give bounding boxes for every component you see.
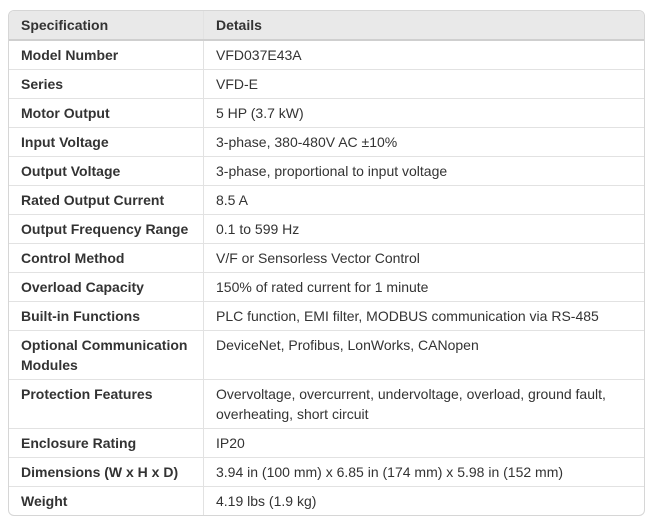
table-row [9, 157, 644, 186]
table-row [9, 380, 644, 429]
spec-cell: Control Method [9, 244, 204, 273]
details-cell: 4.19 lbs (1.9 kg) [216, 493, 317, 509]
details-cell: 8.5 A [204, 186, 645, 215]
table-row [9, 458, 644, 487]
spec-cell: Output Frequency Range [9, 215, 204, 244]
spec-cell: Series [9, 70, 204, 99]
details-cell: VFD037E43A [204, 40, 645, 70]
table-row [9, 40, 644, 70]
table-row [9, 331, 644, 380]
table-row [9, 215, 644, 244]
spec-cell: Rated Output Current [9, 186, 204, 215]
details-cell: PLC function, EMI filter, MODBUS communication via RS-485 [204, 302, 645, 331]
table-row [9, 273, 644, 302]
specification-table [9, 11, 644, 515]
spec-cell: Input Voltage [9, 128, 204, 157]
table-row [9, 70, 644, 99]
table-row [9, 186, 644, 215]
details-cell: 0.1 to 599 Hz [204, 215, 645, 244]
column-header-details: Details [204, 11, 645, 40]
details-cell: 3.94 in (100 mm) x 6.85 in (174 mm) x 5.98 in (152 mm) [204, 458, 645, 487]
table-row [9, 244, 644, 273]
specification-table-container [8, 10, 645, 516]
spec-cell: Dimensions (W x H x D) [9, 458, 204, 487]
table-row [9, 128, 644, 157]
spec-cell: Enclosure Rating [9, 429, 204, 458]
details-cell: VFD-E [204, 70, 645, 99]
spec-cell: Output Voltage [9, 157, 204, 186]
details-cell: 150% of rated current for 1 minute [204, 273, 645, 302]
spec-cell: Protection Features [9, 380, 204, 429]
spec-cell: Motor Output [9, 99, 204, 128]
details-cell: IP20 [204, 429, 645, 458]
details-cell: V/F or Sensorless Vector Control [204, 244, 645, 273]
table-row [9, 429, 644, 458]
details-cell: 5 HP (3.7 kW) [204, 99, 645, 128]
table-row [9, 302, 644, 331]
table-header-row [9, 11, 644, 40]
spec-cell: Built-in Functions [9, 302, 204, 331]
spec-cell: Model Number [9, 40, 204, 70]
details-cell: DeviceNet, Profibus, LonWorks, CANopen [204, 331, 645, 380]
spec-cell: Overload Capacity [9, 273, 204, 302]
details-cell: 3-phase, 380-480V AC ±10% [204, 128, 645, 157]
details-cell: Overvoltage, overcurrent, undervoltage, overload, ground fault, overheating, short circuit [204, 380, 645, 429]
table-row [9, 487, 644, 516]
column-header-specification: Specification [9, 11, 204, 40]
spec-cell: Optional Communication Modules [9, 331, 204, 380]
table-row [9, 99, 644, 128]
spec-cell: Weight [9, 487, 204, 516]
details-cell: 3-phase, proportional to input voltage [204, 157, 645, 186]
